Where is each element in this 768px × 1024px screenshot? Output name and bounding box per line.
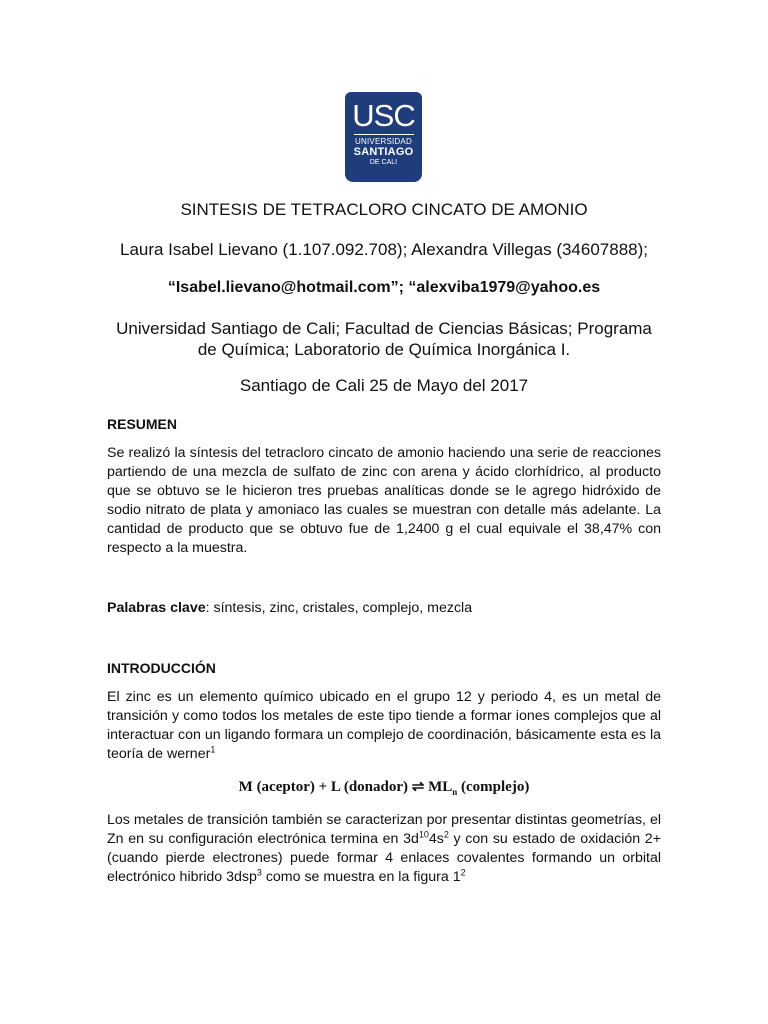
document-date: Santiago de Cali 25 de Mayo del 2017 (239, 376, 529, 395)
intro-p2-c: y con su estado de oxidación 2+ (cuando pierde electrones) puede formar 4 enlaces covalentes formando un orbital electrónico hibrido 3dsp (107, 831, 661, 885)
affiliation-line-2: de Química; Laboratorio de Química Inorgánica I. (197, 340, 571, 359)
university-logo (345, 92, 422, 182)
intro-p2-sup3: 3 (256, 867, 262, 878)
authors-line: Laura Isabel Lievano (1.107.092.708); Alexandra Villegas (34607888); (119, 240, 648, 259)
logo-abbrev: USC (352, 98, 415, 133)
resumen-heading: RESUMEN (107, 416, 178, 432)
intro-p2-a: Los metales de transición también se caracterizan por presentar distintas geometrías, el Zn en su configuración electrónica termina en 3d (107, 812, 661, 847)
introduccion-heading: INTRODUCCIÓN (107, 660, 216, 676)
keywords-text: : síntesis, zinc, cristales, complejo, mezcla (205, 600, 473, 616)
keywords-label: Palabras clave (107, 600, 206, 616)
equation-right: (complejo) (457, 779, 530, 795)
intro-p1-ref: 1 (210, 744, 216, 755)
intro-p2-d: como se muestra en la figura 1 (261, 869, 461, 885)
introduccion-paragraph-1 (107, 688, 661, 764)
equation-left: M (aceptor) + L (donador) ⇌ ML (238, 779, 453, 795)
intro-p2-b: 4s (428, 831, 444, 847)
intro-p1-text: El zinc es un elemento químico ubicado en el grupo 12 y periodo 4, es un metal de transición y como todos los metales de este tipo tiende a formar iones complejos que al interactuar con un ligando formara un complejo de coordinación, básicamente esta es la teoría de werner (107, 689, 661, 762)
intro-p2-sup1: 10 (418, 829, 429, 840)
logo-line-3: DE CALI (369, 159, 398, 166)
intro-p2-ref: 2 (460, 867, 466, 878)
intro-p2-sup2: 2 (443, 829, 449, 840)
logo-line-2: SANTIAGO (353, 146, 414, 158)
logo-divider (354, 134, 414, 135)
introduccion-paragraph-2 (107, 811, 661, 887)
resumen-paragraph: Se realizó la síntesis del tetracloro cincato de amonio haciendo una serie de reacciones partiendo de una mezcla de sulfato de zinc con arena y ácido clorhídrico, al producto que se obtuvo se le hicieron tres pruebas analíticas donde se le agrego hidróxido de sodio nitrato de plata y amoniaco las cuales se muestran con detalle más adelante. La cantidad de producto que se obtuvo fue de 1,2400 g el cual equivale el 38,47% con respecto a la muestra. (107, 445, 661, 556)
affiliation (90, 318, 678, 360)
keywords-line (107, 600, 472, 616)
document-title: SINTESIS DE TETRACLORO CINCATO DE AMONIO (180, 200, 588, 219)
logo-line-1: UNIVERSIDAD (355, 137, 412, 146)
emails-line: “Isabel.lievano@hotmail.com”; “alexviba1979@yahoo.es (167, 279, 601, 296)
affiliation-line-1: Universidad Santiago de Cali; Facultad de Ciencias Básicas; Programa (116, 319, 652, 338)
coordination-equation (107, 777, 661, 797)
equation-sub: n (452, 787, 458, 797)
